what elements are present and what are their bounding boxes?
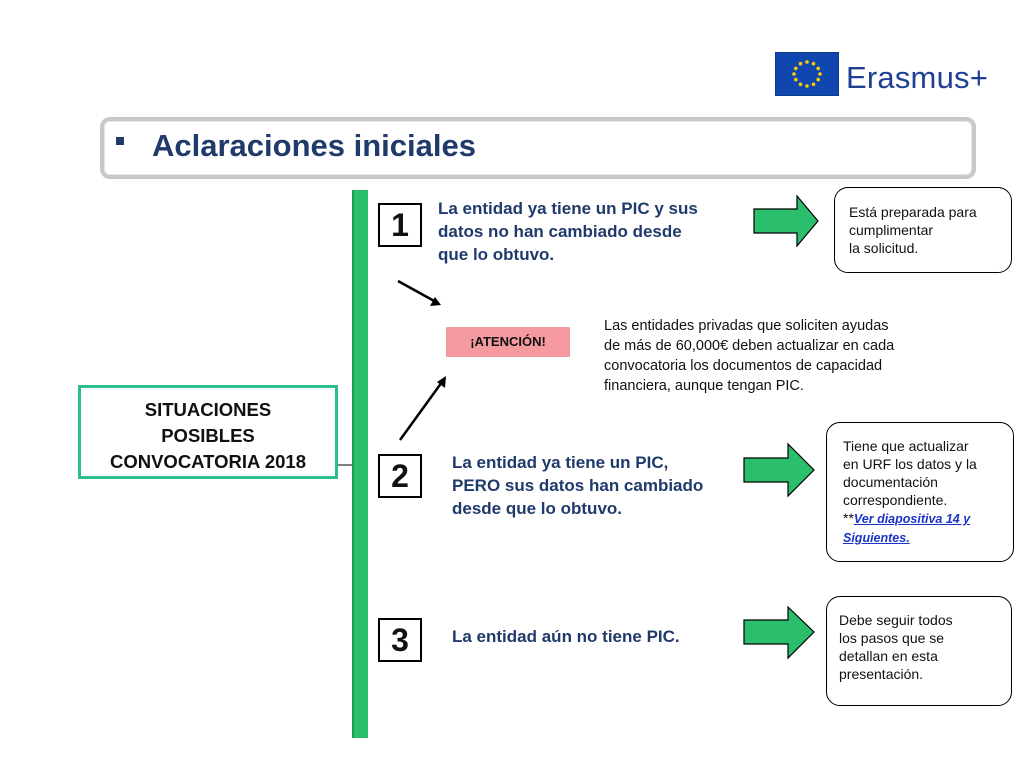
result-box bbox=[826, 422, 1014, 562]
result-text-line: Tiene que actualizar bbox=[843, 438, 969, 454]
situations-line: CONVOCATORIA 2018 bbox=[109, 451, 306, 472]
attention-text bbox=[604, 316, 944, 396]
result-text-line: Debe seguir todos bbox=[839, 612, 953, 628]
case-text-line: La entidad ya tiene un PIC, bbox=[452, 453, 669, 472]
erasmus-logo-text: Erasmus+ bbox=[846, 60, 989, 95]
case-number: 1 bbox=[378, 203, 422, 247]
case-text-line: desde que lo obtuvo. bbox=[452, 499, 623, 518]
result-text-line: correspondiente. bbox=[843, 492, 948, 508]
case-text bbox=[438, 197, 748, 266]
situations-box bbox=[78, 385, 338, 479]
green-bar bbox=[352, 190, 368, 738]
result-text-line: en URF los datos y la bbox=[843, 456, 977, 472]
slide-link[interactable]: Ver diapositiva 14 y bbox=[853, 512, 971, 526]
case-text bbox=[452, 451, 752, 520]
result-text-line: los pasos que se bbox=[839, 630, 945, 646]
case-text bbox=[452, 625, 752, 648]
result-box bbox=[834, 187, 1012, 273]
result-text-line: la solicitud. bbox=[849, 240, 919, 256]
case-text-line: datos no han cambiado desde bbox=[438, 222, 682, 241]
line-arrow-icon bbox=[400, 376, 446, 440]
page-title: Aclaraciones iniciales bbox=[152, 128, 476, 163]
result-text-line: documentación bbox=[843, 474, 938, 490]
situations-line: SITUACIONES bbox=[144, 399, 272, 420]
case-number: 3 bbox=[378, 618, 422, 662]
result-text bbox=[843, 437, 977, 547]
result-box bbox=[826, 596, 1012, 706]
block-right-arrow-icon bbox=[744, 607, 814, 658]
result-text-line: detallan en esta bbox=[839, 648, 938, 664]
result-link-row bbox=[843, 509, 977, 528]
result-text bbox=[849, 203, 977, 257]
attention-text-line: convocatoria los documentos de capacidad bbox=[604, 358, 883, 374]
result-text bbox=[839, 611, 953, 683]
case-number: 2 bbox=[378, 454, 422, 498]
block-right-arrow-icon bbox=[744, 444, 814, 496]
result-text-line: Está preparada para bbox=[849, 204, 977, 220]
line-arrow-icon bbox=[398, 281, 441, 306]
case-text-line: que lo obtuvo. bbox=[438, 245, 555, 264]
result-text-line: cumplimentar bbox=[849, 222, 934, 238]
block-right-arrow-icon bbox=[754, 196, 818, 246]
situations-line: POSIBLES bbox=[161, 425, 255, 446]
link-prefix: ** bbox=[843, 510, 854, 526]
case-text-line: PERO sus datos han cambiado bbox=[452, 476, 704, 495]
result-text-line: presentación. bbox=[839, 666, 924, 682]
attention-text-line: de más de 60,000€ deben actualizar en cada bbox=[604, 338, 895, 354]
slide-link[interactable]: Siguientes. bbox=[843, 531, 910, 545]
attention-text-line: financiera, aunque tengan PIC. bbox=[604, 378, 804, 394]
attention-text-line: Las entidades privadas que soliciten ayudas bbox=[604, 318, 889, 334]
attention-badge: ¡ATENCIÓN! bbox=[446, 327, 570, 357]
case-text-line: La entidad aún no tiene PIC. bbox=[452, 627, 680, 646]
case-text-line: La entidad ya tiene un PIC y sus bbox=[438, 199, 698, 218]
